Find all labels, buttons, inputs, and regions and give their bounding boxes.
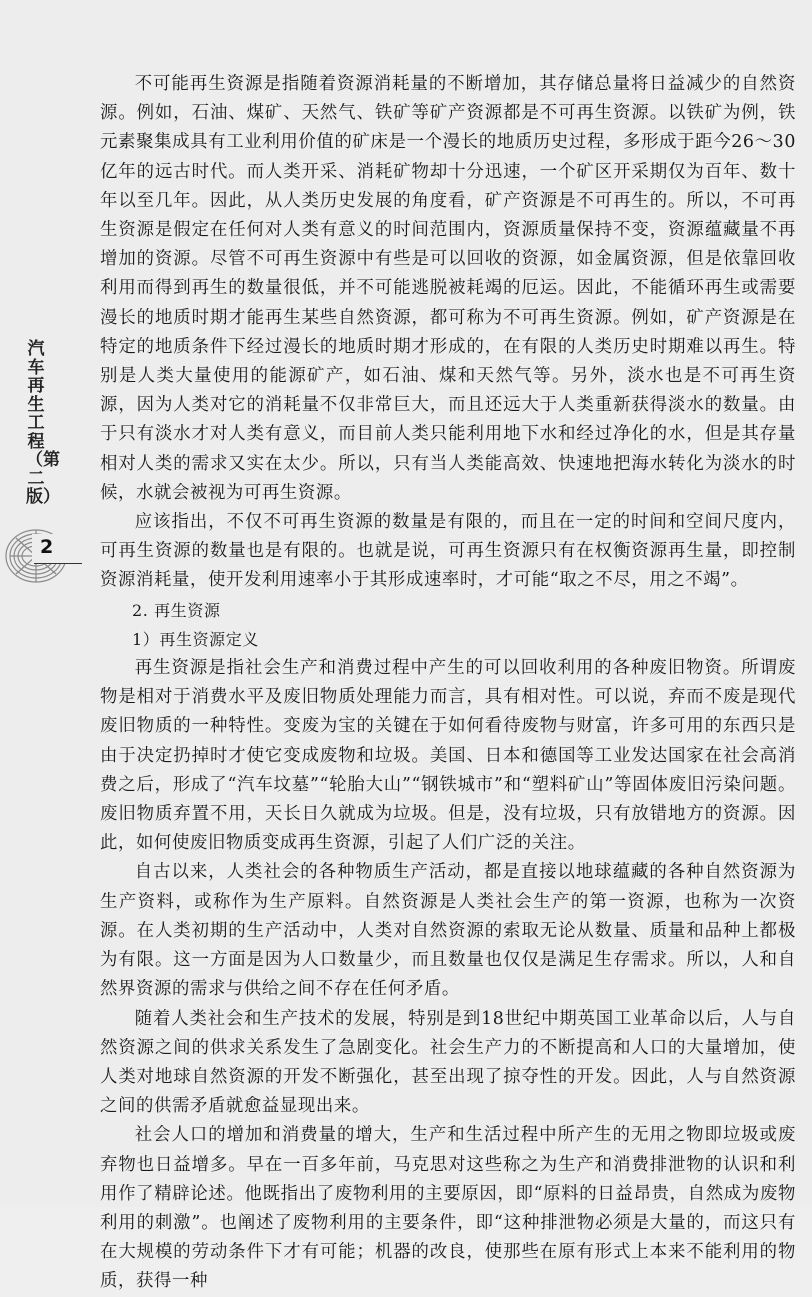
paragraph-history: 自古以来，人类社会的各种物质生产活动，都是直接以地球蕴藏的各种自然资源为生产资料，或称作为生产原料。自然资源是人类社会生产的第一资源，也称为一次资源。在人类初期的生产活动中，人类对自然资源的索取无论从数量、质量和品种上都极为有限。这一方面是因为人口数量少，而且数量也仅仅是满足生存需求。所以，人和自然界资源的需求与供给之间不存在任何矛盾。 (100, 862, 796, 1000)
page-number-rule (34, 563, 82, 564)
page-sidebar (0, 0, 90, 1207)
section-heading: 2. 再生资源 (132, 600, 221, 620)
paragraph-renewable-limited: 应该指出，不仅不可再生资源的数量是有限的，而且在一定的时间和空间尺度内，可再生资源的数量也是有限的。也就是说，可再生资源只有在权衡资源再生量，即控制资源消耗量，使开发利用速率小于其形成速率时，才可能“取之不尽，用之不竭”。 (100, 512, 796, 591)
body-text (100, 70, 796, 1297)
book-title: 汽车再生工程（第二版） (26, 339, 60, 507)
paragraph-waste-utilization: 社会人口的增加和消费量的增大，生产和生活过程中所产生的无用之物即垃圾或废弃物也日益增多。早在一百多年前，马克思对这些称之为生产和消费排泄物的认识和利用作了精辟论述。他既指出了废物利用的主要原因，即“原料的日益昂贵，自然成为废物利用的刺激”。也阐述了废物利用的主要条件，即“这种排泄物必须是大量的，而这只有在大规模的劳动条件下才有可能；机器的改良，使那些在原有形式上本来不能利用的物质，获得一种 (100, 1125, 796, 1292)
paragraph-industrial-revolution: 随着人类社会和生产技术的发展，特别是到18世纪中期英国工业革命以后，人与自然资源之间的供求关系发生了急剧变化。社会生产力的不断提高和人口的大量增加，使人类对地球自然资源的开发不断强化，甚至出现了掠夺性的开发。因此，人与自然资源之间的供需矛盾就愈益显现出来。 (100, 1008, 796, 1117)
paragraph-recycled-resource-definition: 再生资源是指社会生产和消费过程中产生的可以回收利用的各种废旧物资。所谓废物是相对于消费水平及废旧物质处理能力而言，具有相对性。可以说，弃而不废是现代废旧物质的一种特性。变废为宝的关键在于如何看待废物与财富，许多可用的东西只是由于决定扔掉时才使它变成废物和垃圾。美国、日本和德国等工业发达国家在社会高消费之后，形成了“汽车坟墓”“轮胎大山”“钢铁城市”和“塑料矿山”等固体废旧污染问题。废旧物质弃置不用，天长日久就成为垃圾。但是，没有垃圾，只有放错地方的资源。因此，如何使废旧物质变成再生资源，引起了人们广泛的关注。 (100, 658, 796, 854)
page-number: 2 (40, 536, 54, 558)
paragraph-nonrenewable-definition: 不可能再生资源是指随着资源消耗量的不断增加，其存储总量将日益减少的自然资源。例如，石油、煤矿、天然气、铁矿等矿产资源都是不可再生资源。以铁矿为例，铁元素聚集成具有工业利用价值的矿床是一个漫长的地质历史过程，多形成于距今26～30亿年的远古时代。而人类开采、消耗矿物却十分迅速，一个矿区开采期仅为百年、数十年以至几年。因此，从人类历史发展的角度看，矿产资源是不可再生的。所以，不可再生资源是假定在任何对人类有意义的时间范围内，资源质量保持不变，资源蕴藏量不再增加的资源。尽管不可再生资源中有些是可以回收的资源，如金属资源，但是依靠回收利用而得到再生的数量很低，并不可能逃脱被耗竭的厄运。因此，不能循环再生或需要漫长的地质时期才能再生某些自然资源，都可称为不可再生资源。例如，矿产资源是在特定的地质条件下经过漫长的地质时期才形成的，在有限的人类历史时期难以再生。特别是人类大量使用的能源矿产，如石油、煤和天然气等。另外，淡水也是不可再生资源，因为人类对它的消耗量不仅非常巨大，而且还远大于人类重新获得淡水的数量。由于只有淡水才对人类有意义，而目前人类只能利用地下水和经过净化的水，但是其存量相对人类的需求又实在太少。所以，只有当人类能高效、快速地把海水转化为淡水的时候，水就会被视为可再生资源。 (100, 74, 796, 503)
subsection-heading: 1）再生资源定义 (132, 629, 259, 649)
